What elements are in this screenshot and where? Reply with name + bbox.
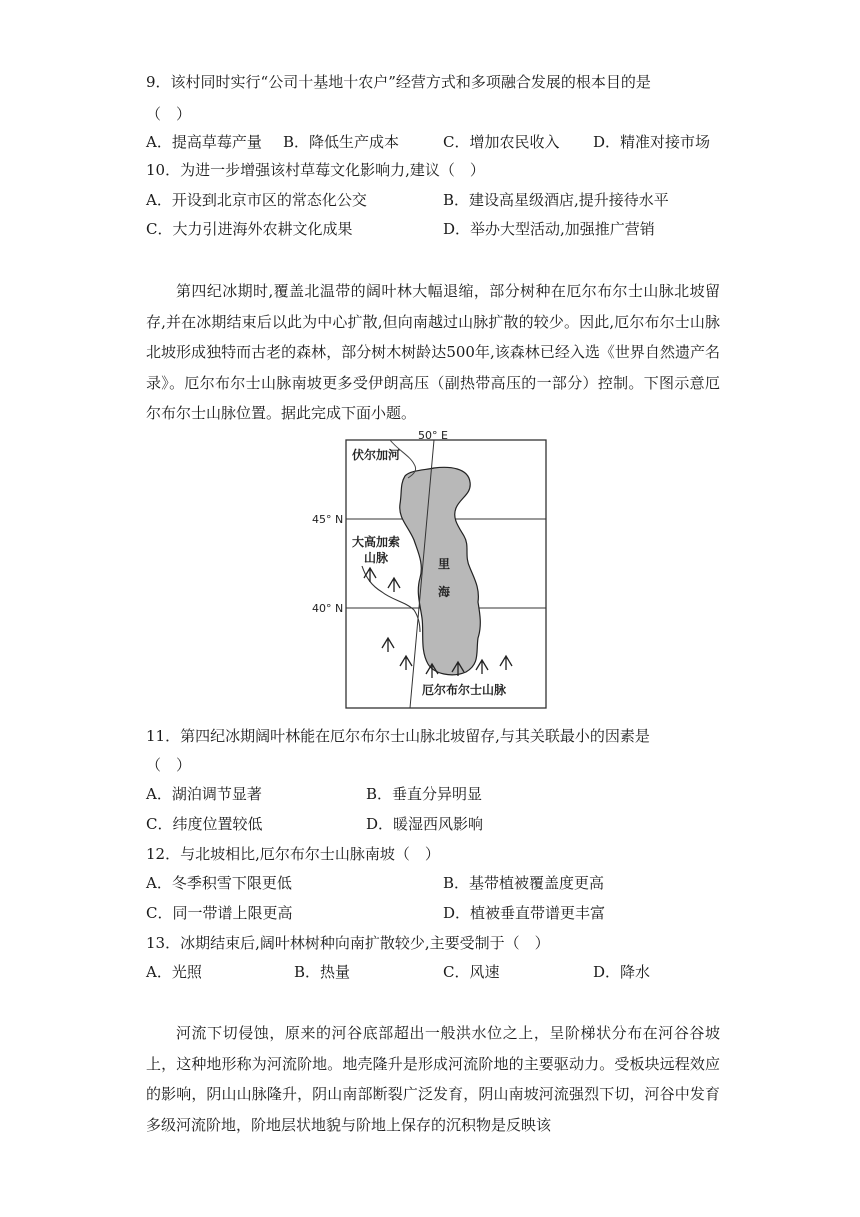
q10-stem: 10．为进一步增强该村草莓文化影响力,建议（ ） — [146, 161, 485, 179]
caucasus-label-2: 山脉 — [364, 551, 389, 565]
passage-terrace-text: 河流下切侵蚀，原来的河谷底部超出一般洪水位之上，呈阶梯状分布在河谷谷坡上，这种地形称为河流阶地。地壳隆升是形成河流阶地的主要驱动力。受板块远程效应的影响，阴山山脉隆升，阴山南部断裂广泛发育，阴山南坡河流强烈下切，河谷中发育多级河流阶地，阶地层状地貌与阶地上保存的沉积物是反映该 — [146, 1024, 720, 1134]
elburz-location-map — [310, 426, 570, 716]
q9-option-c: C．增加农民收入 — [443, 133, 560, 151]
q10-option-c: C．大力引进海外农耕文化成果 — [146, 220, 353, 238]
q11-option-c: C．纬度位置较低 — [146, 815, 263, 833]
q12-option-b: B．基带植被覆盖度更高 — [443, 874, 605, 892]
lat-45-label: 45° N — [312, 513, 344, 526]
volga-label: 伏尔加河 — [352, 448, 401, 462]
q13-stem: 13．冰期结束后,阔叶林树种向南扩散较少,主要受制于（ ） — [146, 934, 550, 952]
q11-option-a: A．湖泊调节显著 — [146, 785, 262, 803]
passage-glacial — [146, 276, 720, 429]
lon-label: 50° E — [418, 429, 448, 442]
q11-option-d: D．暖湿西风影响 — [366, 815, 484, 833]
q10-option-d: D．举办大型活动,加强推广营销 — [443, 220, 655, 238]
q10-option-b: B．建设高星级酒店,提升接待水平 — [443, 191, 669, 209]
q9-paren: （ ） — [146, 105, 192, 123]
caspian-label-2: 海 — [438, 585, 451, 599]
q11-stem: 11．第四纪冰期阔叶林能在厄尔布尔士山脉北坡留存,与其关联最小的因素是 — [146, 727, 650, 745]
q10-option-a: A．开设到北京市区的常态化公交 — [146, 191, 367, 209]
q9-stem: 9．该村同时实行“公司十基地十农户”经营方式和多项融合发展的根本目的是 — [146, 73, 651, 91]
q12-option-c: C．同一带谱上限更高 — [146, 904, 293, 922]
q13-option-c: C．风速 — [443, 963, 500, 981]
q9-option-b: B．降低生产成本 — [283, 133, 400, 151]
lat-40-label: 40° N — [312, 602, 344, 615]
q11-option-b: B．垂直分异明显 — [366, 785, 483, 803]
q11-paren: （ ） — [146, 756, 192, 774]
passage-terrace — [146, 1018, 720, 1140]
q13-option-a: A．光照 — [146, 963, 202, 981]
q9-option-d: D．精准对接市场 — [593, 133, 711, 151]
caucasus-label-1: 大高加索 — [352, 535, 401, 549]
caspian-label-1: 里 — [438, 557, 451, 571]
q12-option-d: D．植被垂直带谱更丰富 — [443, 904, 606, 922]
q13-option-b: B．热量 — [294, 963, 351, 981]
elburz-label: 厄尔布尔士山脉 — [422, 683, 507, 697]
passage-glacial-text: 第四纪冰期时,覆盖北温带的阔叶林大幅退缩，部分树种在厄尔布尔士山脉北坡留存,并在冰期结束后以此为中心扩散,但向南越过山脉扩散的较少。因此,厄尔布尔士山脉北坡形成独特而古老的森林，部分树木树龄达500年,该森林已经入选《世界自然遗产名录》。厄尔布尔士山脉南坡更多受伊朗高压（副热带高压的一部分）控制。下图示意厄尔布尔士山脉位置。据此完成下面小题。 — [146, 282, 720, 422]
q9-option-a: A．提高草莓产量 — [146, 133, 262, 151]
q12-option-a: A．冬季积雪下限更低 — [146, 874, 292, 892]
q13-option-d: D．降水 — [593, 963, 651, 981]
q12-stem: 12．与北坡相比,厄尔布尔士山脉南坡（ ） — [146, 845, 440, 863]
